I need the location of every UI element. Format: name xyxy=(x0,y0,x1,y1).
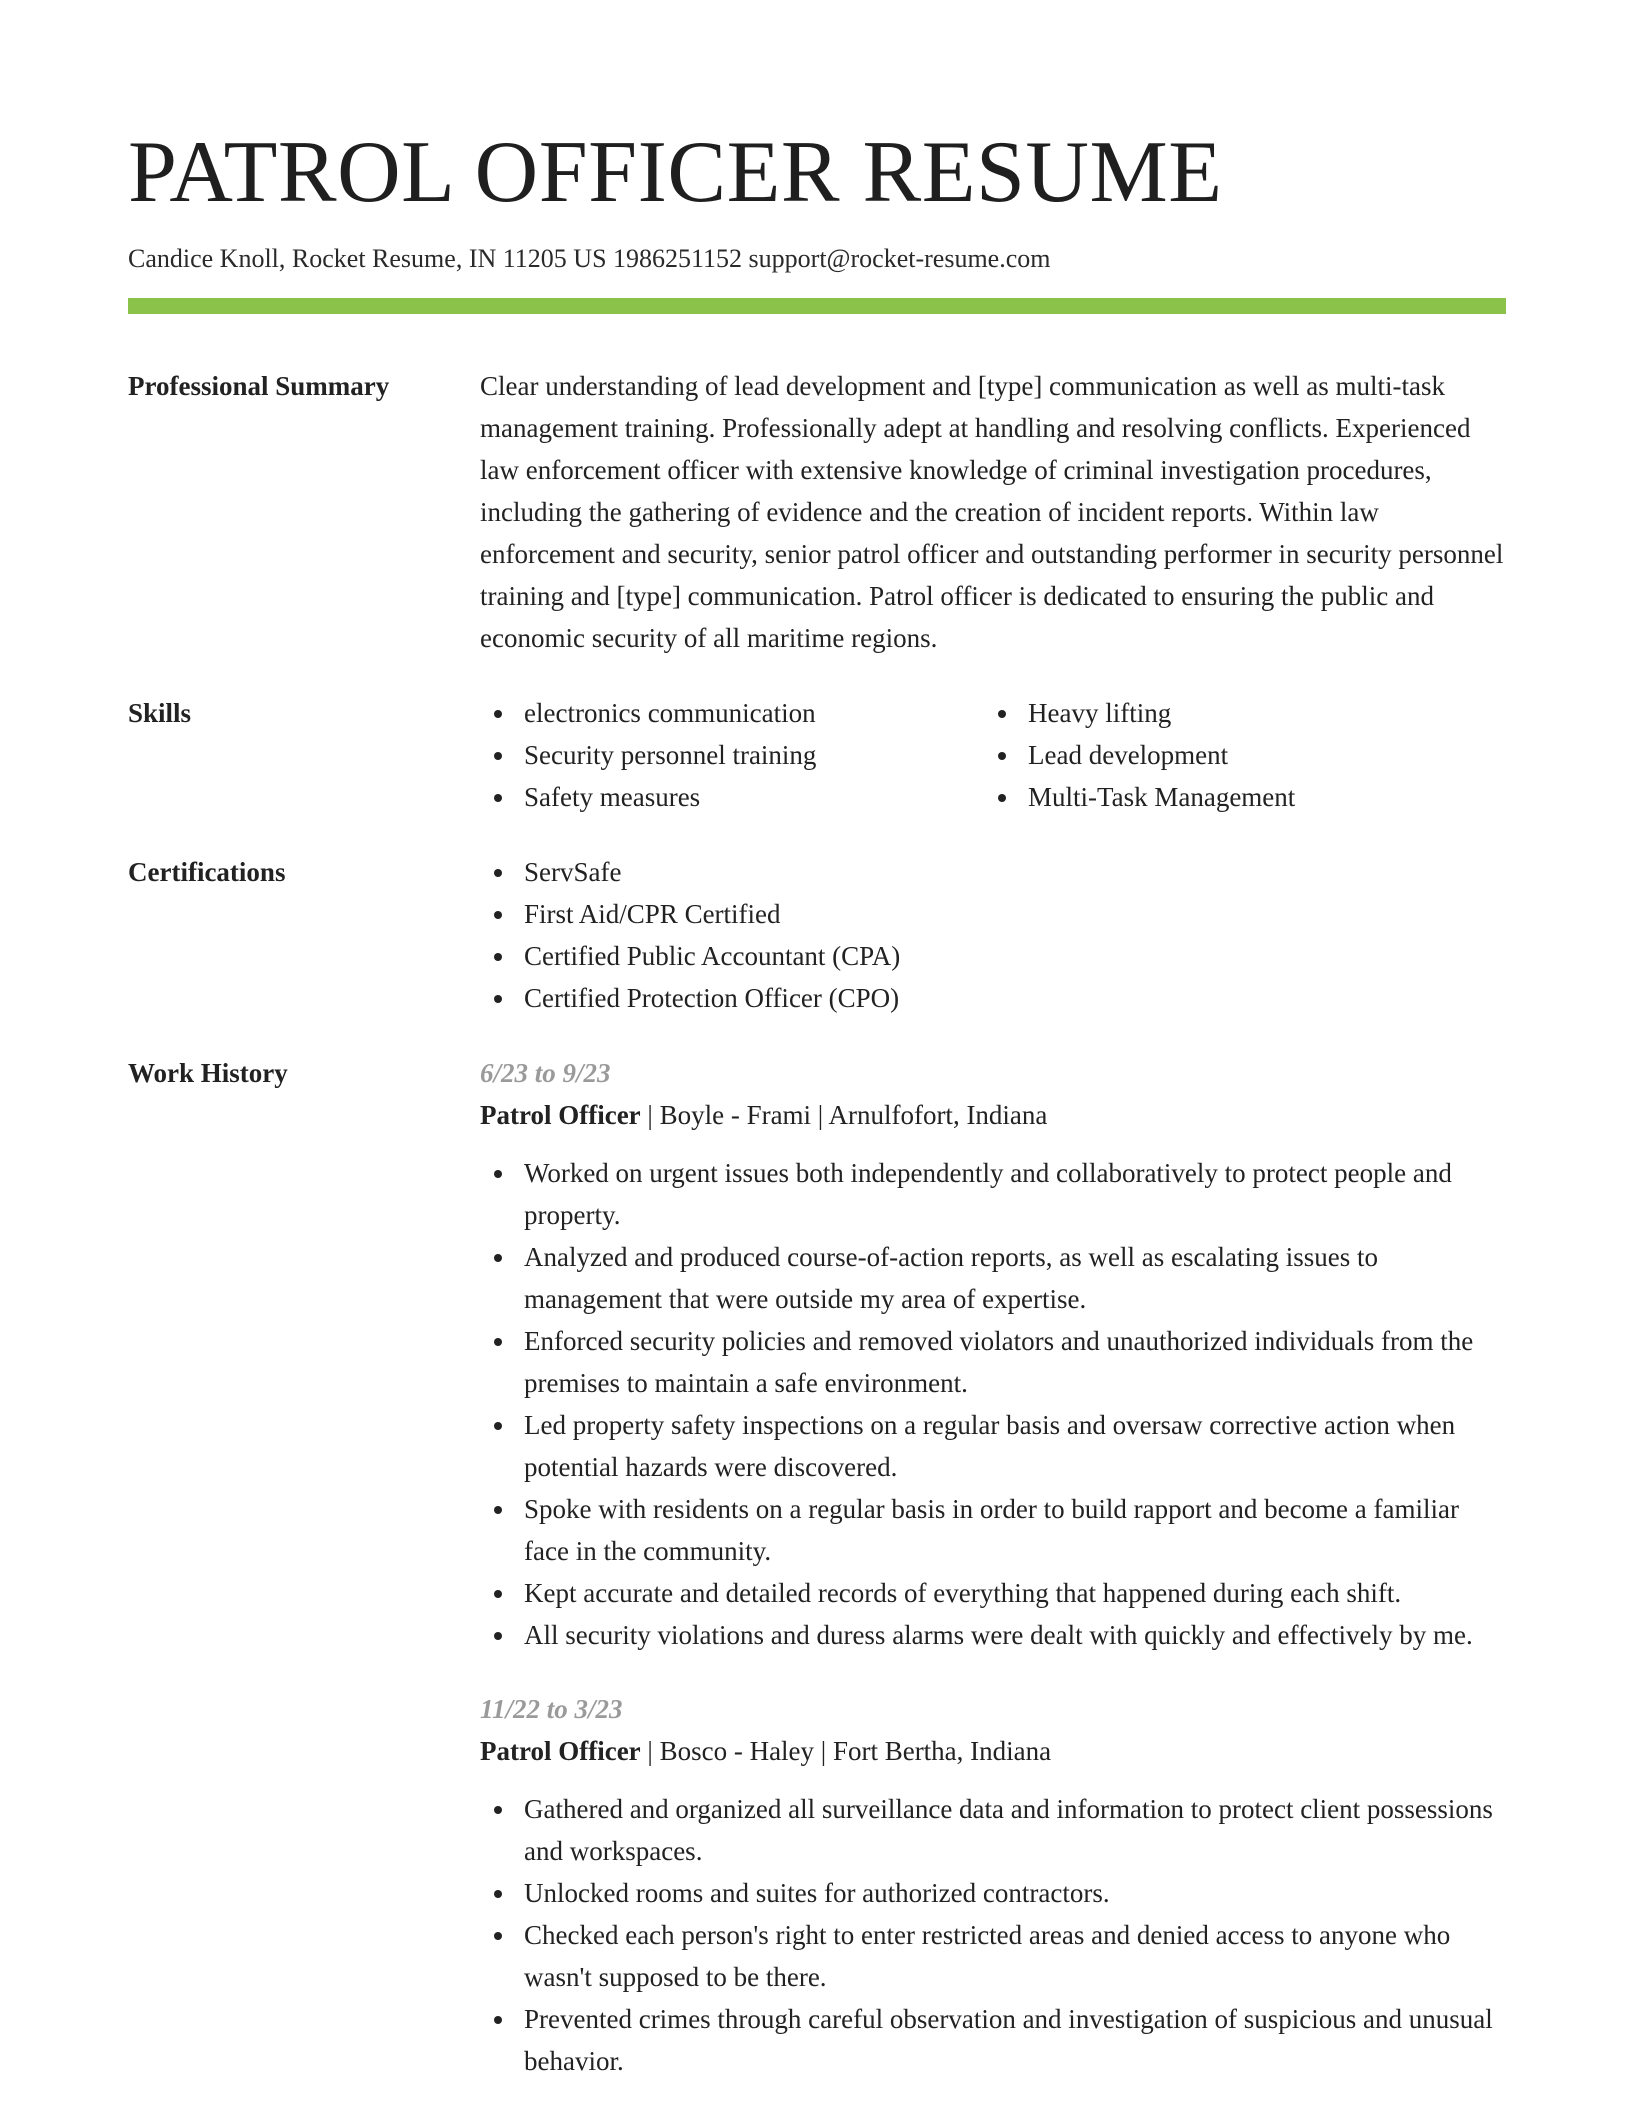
skill-item: Heavy lifting xyxy=(984,692,1488,734)
certification-item: Certified Public Accountant (CPA) xyxy=(480,935,1506,977)
section-label-summary: Professional Summary xyxy=(128,371,390,401)
job-duty-item: Enforced security policies and removed violators and unauthorized individuals from the premises to maintain a safe environment. xyxy=(480,1320,1506,1404)
skill-item: Multi-Task Management xyxy=(984,776,1488,818)
skill-item: electronics communication xyxy=(480,692,984,734)
job-duty-item: Analyzed and produced course-of-action reports, as well as escalating issues to management that were outside my area of expertise. xyxy=(480,1236,1506,1320)
summary-text: Clear understanding of lead development and [type] communication as well as multi-task management training. Professionally adept at handling and resolving conflicts. Experienced law enforcement officer with extensive knowledge of criminal investigation procedures, including the gathering of evidence and the creation of incident reports. Within law enforcement and security, senior patrol officer and outstanding performer in security personnel training and [type] communication. Patrol officer is dedicated to ensuring the public and economic security of all maritime regions. xyxy=(480,371,1504,653)
job-entry xyxy=(480,1052,1506,1656)
job-duty-item: Led property safety inspections on a regular basis and oversaw corrective action when potential hazards were discovered. xyxy=(480,1404,1506,1488)
resume-title: PATROL OFFICER RESUME xyxy=(128,124,1223,221)
skills-section xyxy=(128,692,1506,818)
job-employer-location: | Bosco - Haley | Fort Bertha, Indiana xyxy=(640,1736,1052,1766)
skill-item: Lead development xyxy=(984,734,1488,776)
certifications-list xyxy=(480,851,1506,1019)
certification-item: Certified Protection Officer (CPO) xyxy=(480,977,1506,1019)
certifications-section xyxy=(128,851,1506,1019)
job-duty-item: Checked each person's right to enter restricted areas and denied access to anyone who wasn't supposed to be there. xyxy=(480,1914,1506,1998)
certifications-body xyxy=(480,851,1506,1019)
certification-item: First Aid/CPR Certified xyxy=(480,893,1506,935)
job-duties-list xyxy=(480,1152,1506,1656)
job-duty-item: Kept accurate and detailed records of everything that happened during each shift. xyxy=(480,1572,1506,1614)
job-duty-item: Prevented crimes through careful observation and investigation of suspicious and unusual behavior. xyxy=(480,1998,1506,2082)
job-duty-item: Unlocked rooms and suites for authorized contractors. xyxy=(480,1872,1506,1914)
job-duty-item: Worked on urgent issues both independently and collaboratively to protect people and property. xyxy=(480,1152,1506,1236)
resume-page xyxy=(128,0,1506,2082)
job-employer-location: | Boyle - Frami | Arnulfofort, Indiana xyxy=(640,1100,1048,1130)
skills-columns xyxy=(480,692,1506,818)
section-label-work-history: Work History xyxy=(128,1058,288,1088)
work-history-section xyxy=(128,1052,1506,2082)
skill-item: Safety measures xyxy=(480,776,984,818)
job-heading xyxy=(480,1094,1506,1136)
skill-item: Security personnel training xyxy=(480,734,984,776)
skills-list-left xyxy=(480,692,984,818)
header-divider xyxy=(128,298,1506,314)
professional-summary-section xyxy=(128,365,1506,659)
job-entry xyxy=(480,1688,1506,2082)
certification-item: ServSafe xyxy=(480,851,1506,893)
job-duty-item: All security violations and duress alarms were dealt with quickly and effectively by me. xyxy=(480,1614,1506,1656)
job-dates: 6/23 to 9/23 xyxy=(480,1058,611,1088)
job-heading xyxy=(480,1730,1506,1772)
skills-list-right xyxy=(984,692,1488,818)
section-label-skills: Skills xyxy=(128,698,192,728)
job-title: Patrol Officer xyxy=(480,1100,641,1130)
job-title: Patrol Officer xyxy=(480,1736,641,1766)
job-duty-item: Spoke with residents on a regular basis in order to build rapport and become a familiar face in the community. xyxy=(480,1488,1506,1572)
job-duty-item: Gathered and organized all surveillance data and information to protect client possessions and workspaces. xyxy=(480,1788,1506,1872)
job-duties-list xyxy=(480,1788,1506,2082)
job-dates: 11/22 to 3/23 xyxy=(480,1694,623,1724)
contact-line: Candice Knoll, Rocket Resume, IN 11205 US 1986251152 support@rocket-resume.com xyxy=(128,244,1051,273)
work-history-body xyxy=(480,1052,1506,2082)
section-label-certifications: Certifications xyxy=(128,857,286,887)
